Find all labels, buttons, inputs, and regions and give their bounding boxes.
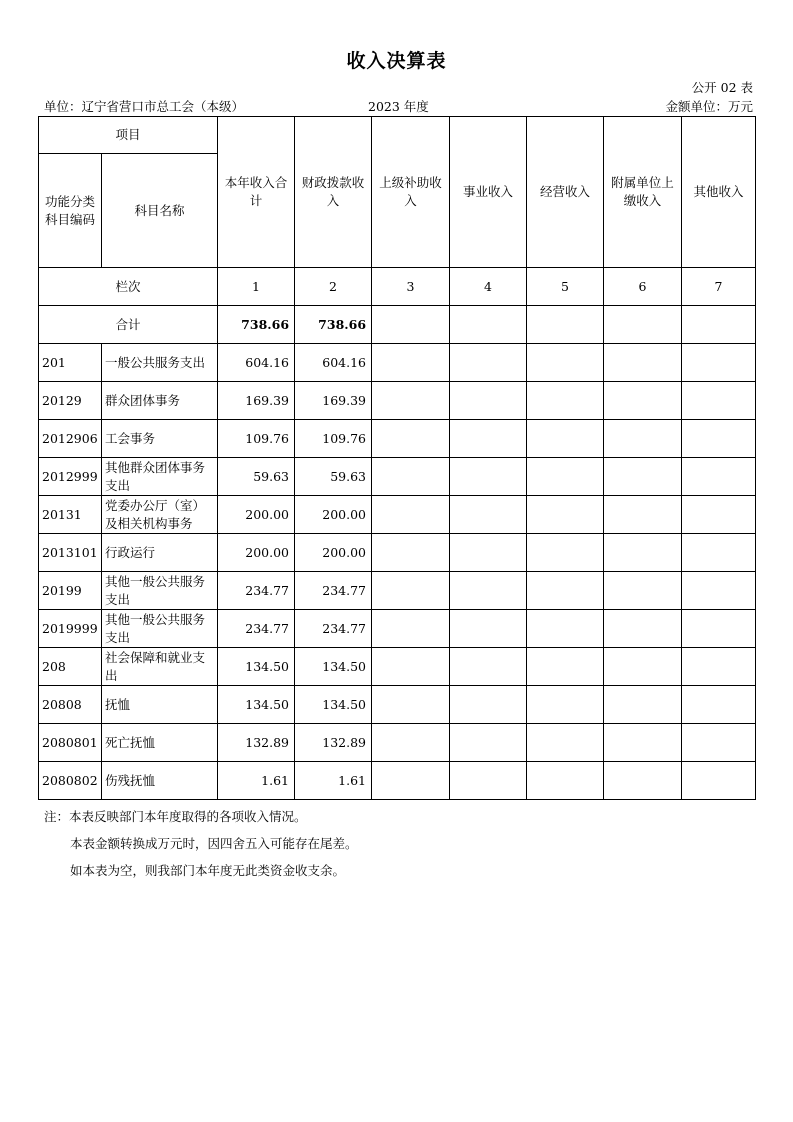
row-value: 1.61 (218, 762, 295, 800)
unit-label: 单位：辽宁省营口市总工会（本级） (44, 99, 245, 114)
row-value: 132.89 (295, 724, 372, 762)
row-value: 604.16 (295, 344, 372, 382)
row-code: 2013101 (39, 534, 102, 572)
row-name: 一般公共服务支出 (102, 344, 218, 382)
table-row (39, 724, 756, 762)
row-value: 134.50 (218, 648, 295, 686)
table-row (39, 420, 756, 458)
lanci-num: 5 (527, 268, 604, 306)
notes (44, 803, 358, 884)
row-name: 死亡抚恤 (102, 724, 218, 762)
table-row (39, 496, 756, 534)
row-value: 200.00 (295, 534, 372, 572)
row-value: 200.00 (295, 496, 372, 534)
header-name: 科目名称 (102, 154, 218, 268)
row-value: 234.77 (218, 610, 295, 648)
lanci-num: 3 (372, 268, 450, 306)
row-value: 200.00 (218, 534, 295, 572)
lanci-label: 栏次 (39, 268, 218, 306)
lanci-num: 1 (218, 268, 295, 306)
table-row (39, 572, 756, 610)
row-value: 109.76 (295, 420, 372, 458)
header-col-2: 财政拨款收入 (295, 117, 372, 268)
header-col-4: 事业收入 (450, 117, 527, 268)
row-name: 行政运行 (102, 534, 218, 572)
row-name: 工会事务 (102, 420, 218, 458)
row-value: 234.77 (218, 572, 295, 610)
row-code: 2012906 (39, 420, 102, 458)
row-code: 20129 (39, 382, 102, 420)
form-number: 公开 02 表 (691, 80, 753, 95)
row-value: 604.16 (218, 344, 295, 382)
lanci-num: 2 (295, 268, 372, 306)
header-col-3: 上级补助收入 (372, 117, 450, 268)
fiscal-year: 2023 年度 (368, 99, 429, 114)
money-unit: 金额单位：万元 (665, 99, 753, 114)
total-value: 738.66 (295, 306, 372, 344)
total-value: 738.66 (218, 306, 295, 344)
header-col-5: 经营收入 (527, 117, 604, 268)
table-row (39, 686, 756, 724)
page-title: 收入决算表 (346, 50, 447, 72)
table-row (39, 610, 756, 648)
table-row (39, 458, 756, 496)
row-code: 20199 (39, 572, 102, 610)
lanci-num: 4 (450, 268, 527, 306)
row-code: 201 (39, 344, 102, 382)
row-value: 134.50 (295, 648, 372, 686)
lanci-num: 6 (604, 268, 682, 306)
row-name: 其他一般公共服务支出 (102, 610, 218, 648)
row-value: 132.89 (218, 724, 295, 762)
header-col-1: 本年收入合计 (218, 117, 295, 268)
row-value: 234.77 (295, 610, 372, 648)
row-value: 59.63 (295, 458, 372, 496)
header-col-6: 附属单位上缴收入 (604, 117, 682, 268)
row-value: 1.61 (295, 762, 372, 800)
row-value: 169.39 (295, 382, 372, 420)
table-row (39, 762, 756, 800)
row-code: 2019999 (39, 610, 102, 648)
table-row (39, 534, 756, 572)
row-value: 134.50 (295, 686, 372, 724)
row-code: 2080801 (39, 724, 102, 762)
row-code: 2080802 (39, 762, 102, 800)
table-row (39, 344, 756, 382)
header-code: 功能分类科目编码 (39, 154, 102, 268)
income-table (38, 116, 756, 800)
lanci-num: 7 (682, 268, 756, 306)
row-name: 群众团体事务 (102, 382, 218, 420)
table-row (39, 648, 756, 686)
note-line: 本表金额转换成万元时，因四舍五入可能存在尾差。 (70, 836, 358, 851)
row-code: 20808 (39, 686, 102, 724)
row-name: 其他群众团体事务支出 (102, 458, 218, 496)
row-code: 20131 (39, 496, 102, 534)
row-value: 234.77 (295, 572, 372, 610)
note-line: 如本表为空，则我部门本年度无此类资金收支余。 (70, 863, 346, 878)
row-name: 伤残抚恤 (102, 762, 218, 800)
row-code: 2012999 (39, 458, 102, 496)
row-code: 208 (39, 648, 102, 686)
note-line: 注：本表反映部门本年度取得的各项收入情况。 (44, 809, 307, 824)
row-name: 其他一般公共服务支出 (102, 572, 218, 610)
total-label: 合计 (39, 306, 218, 344)
row-value: 134.50 (218, 686, 295, 724)
row-value: 200.00 (218, 496, 295, 534)
row-value: 109.76 (218, 420, 295, 458)
row-name: 抚恤 (102, 686, 218, 724)
row-name: 社会保障和就业支出 (102, 648, 218, 686)
row-value: 169.39 (218, 382, 295, 420)
header-project: 项目 (39, 117, 218, 154)
header-col-7: 其他收入 (682, 117, 756, 268)
row-value: 59.63 (218, 458, 295, 496)
table-row (39, 382, 756, 420)
row-name: 党委办公厅（室）及相关机构事务 (102, 496, 218, 534)
